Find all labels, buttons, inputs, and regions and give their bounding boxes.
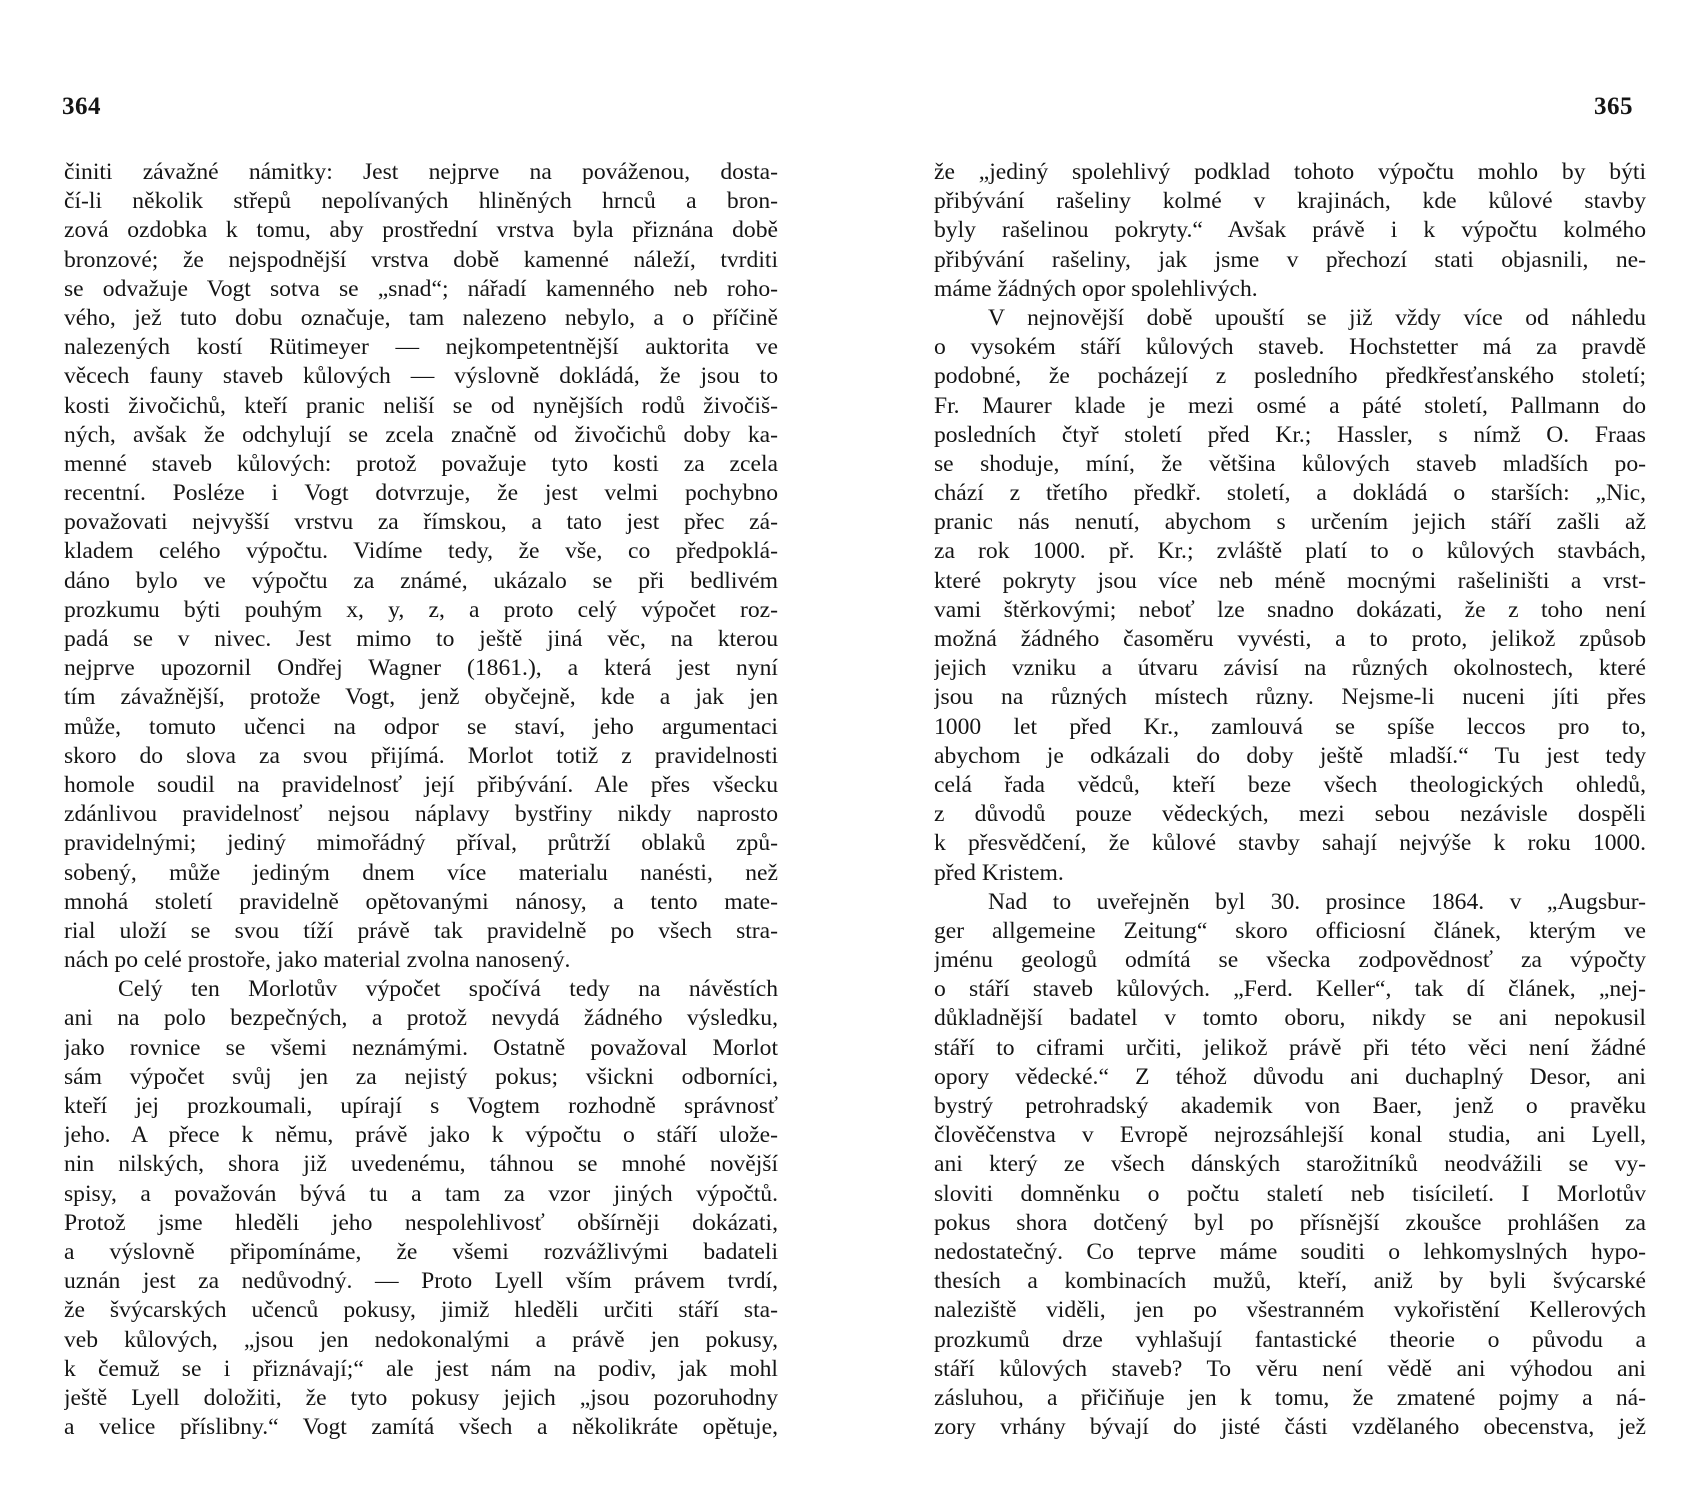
text-line: ných, avšak že odchylují se zcela značně od živočichů doby ka-: [64, 421, 778, 448]
text-line: prozkumu býti pouhým x, y, z, a proto celý výpočet roz-: [64, 596, 778, 623]
text-line: podobné, že pocházejí z posledního předkřesťanského století;: [934, 363, 1646, 390]
text-line: padá se v nivec. Jest mimo to ještě jiná věc, na kterou: [64, 626, 778, 652]
text-line: tím závažnější, protože Vogt, jenž obyčejně, kde a jak jen: [64, 684, 778, 711]
right-page: [842, 0, 1684, 1500]
text-line: Nad to uveřejněn byl 30. prosince 1864. v „Augsbur-: [988, 888, 1646, 915]
text-line: ještě Lyell doložiti, že tyto pokusy jejich „jsou pozoruhodny: [64, 1384, 778, 1411]
text-line: homole soudil na pravidelnosť její přibývání. Ale přes všecku: [64, 771, 778, 798]
text-line: skoro do slova za svou přijímá. Morlot totiž z pravidelnosti: [64, 742, 778, 769]
text-line: prozkumů drze vyhlašují fantastické theorie o původu a: [934, 1326, 1646, 1353]
text-line: spisy, a považován bývá tu a tam za vzor jiných výpočtů.: [64, 1180, 778, 1207]
text-line: sám výpočet svůj jen za nejistý pokus; všickni odborníci,: [64, 1063, 778, 1090]
text-line: člověčenstva v Evropě nejrozsáhlejší konal studia, ani Lyell,: [934, 1122, 1646, 1149]
text-line: jménu geologů odmítá se všecka zodpovědnosť za výpočty: [934, 947, 1646, 974]
text-line: kosti živočichů, kteří pranic neliší se od nynějších rodů živočiš-: [64, 392, 778, 419]
text-line: čí-li několik střepů nepolívaných hliněných hrnců a bron-: [64, 188, 778, 215]
text-line: o stáří staveb kůlových. „Ferd. Keller“, tak dí článek, „nej-: [934, 976, 1646, 1003]
text-line: Fr. Maurer klade je mezi osmé a páté století, Pallmann do: [934, 392, 1646, 419]
page-number-left: 364: [62, 93, 101, 120]
text-line: naleziště viděli, jen po všestranném vykořistění Kellerových: [934, 1297, 1646, 1324]
text-line: V nejnovější době upouští se již vždy více od náhledu: [988, 304, 1646, 331]
text-line: zásluhou, a přičiňuje jen k tomu, že zmatené pojmy a ná-: [934, 1384, 1646, 1411]
text-line: nin nilských, shora již uvedenému, táhnou se mnohé novější: [64, 1151, 778, 1178]
text-line: ani na polo bezpečných, a protož nevydá žádného výsledku,: [64, 1005, 778, 1032]
text-line: pravidelnými; jediný mimořádný příval, průtrží oblaků způ-: [64, 830, 778, 857]
text-line: pranic nás nenutí, abychom s určením jejich stáří zašli až: [934, 509, 1646, 536]
text-line: nalezených kostí Rütimeyer — nejkompetentnější auktorita ve: [64, 334, 778, 361]
text-line: posledních čtyř století před Kr.; Hassler, s nímž O. Fraas: [934, 421, 1646, 448]
text-line: věcech fauny staveb kůlových — výslovně dokládá, že jsou to: [64, 363, 778, 390]
text-line: sloviti domněnku o počtu staletí neb tisíciletí. I Morlotův: [934, 1180, 1646, 1207]
text-line: 1000 let před Kr., zamlouvá se spíše leccos pro to,: [934, 713, 1646, 740]
text-line: abychom je odkázali do doby ještě mladší.“ Tu jest tedy: [934, 742, 1646, 769]
text-line: uznán jest za nedůvodný. — Proto Lyell vším právem tvrdí,: [64, 1268, 778, 1295]
text-line: možná žádného časoměru vyvésti, a to proto, jelikož způsob: [934, 626, 1646, 652]
text-line: pokus shora dotčený byl po přísnější zkoušce prohlášen za: [934, 1209, 1646, 1236]
text-line: chází z třetího předkř. století, a dokládá o starších: „Nic,: [934, 480, 1646, 507]
text-line: ani který ze všech dánských starožitníků neodvážili se vy-: [934, 1151, 1646, 1178]
text-line: nedostatečný. Co teprve máme souditi o lehkomyslných hypo-: [934, 1238, 1646, 1265]
text-line: recentní. Posléze i Vogt dotvrzuje, že jest velmi pochybno: [64, 480, 778, 507]
text-line: máme žádných opor spolehlivých.: [934, 275, 1258, 302]
text-line: jsou na různých místech různy. Nejsme-li nuceni jíti přes: [934, 684, 1646, 711]
text-line: bystrý petrohradský akademik von Baer, jenž o pravěku: [934, 1093, 1646, 1119]
text-line: o vysokém stáří kůlových staveb. Hochstetter má za pravdě: [934, 334, 1646, 361]
text-line: veb kůlových, „jsou jen nedokonalými a právě jen pokusy,: [64, 1326, 778, 1353]
text-line: a velice příslibny.“ Vogt zamítá všech a několikráte opětuje,: [64, 1414, 778, 1441]
text-line: dáno bylo ve výpočtu za známé, ukázalo se při bedlivém: [64, 567, 778, 594]
text-line: byly rašelinou pokryty.“ Avšak právě i k výpočtu kolmého: [934, 217, 1646, 244]
page-number-right: 365: [1594, 93, 1633, 120]
text-line: zová ozdobka k tomu, aby prostřední vrstva byla přiznána době: [64, 217, 778, 244]
text-line: bronzové; že nejspodnější vrstva době kamenné náleží, tvrditi: [64, 246, 778, 273]
text-line: sobený, může jediným dnem více materialu nanésti, než: [64, 859, 778, 886]
text-line: které pokryty jsou více neb méně mocnými rašeliništi a vrst-: [934, 567, 1646, 594]
text-line: jejich vzniku a útvaru závisí na různých okolnostech, které: [934, 655, 1646, 682]
text-line: nách po celé prostoře, jako material zvolna nanosený.: [64, 947, 571, 974]
text-line: rial uloží se svou tíží právě tak pravidelně po všech stra-: [64, 917, 778, 944]
text-line: že švýcarských učenců pokusy, jimiž hleděli určiti stáří sta-: [64, 1297, 778, 1324]
text-line: z důvodů pouze vědeckých, mezi sebou nezávisle dospěli: [934, 801, 1646, 828]
text-line: kladem celého výpočtu. Vidíme tedy, že vše, co předpoklá-: [64, 538, 778, 565]
text-line: vami štěrkovými; neboť lze snadno dokázati, že z toho není: [934, 596, 1646, 623]
text-line: jako rovnice se všemi neznámými. Ostatně považoval Morlot: [64, 1034, 778, 1061]
text-line: celá řada vědců, kteří beze všech theologických ohledů,: [934, 771, 1646, 798]
text-line: činiti závažné námitky: Jest nejprve na pováženou, dosta-: [64, 159, 778, 185]
text-line: Protož jsme hleděli jeho nespolehlivosť obšírněji dokázati,: [64, 1209, 778, 1236]
text-line: k čemuž se i přiznávají;“ ale jest nám na podiv, jak mohl: [64, 1355, 778, 1382]
text-line: kteří jej prozkoumali, upírají s Vogtem rozhodně správnosť: [64, 1093, 778, 1119]
text-line: zory vrhány bývají do jisté části vzdělaného obecenstva, jež: [934, 1414, 1646, 1441]
text-line: stáří to ciframi určiti, jelikož právě při této věci není žádné: [934, 1034, 1646, 1061]
text-line: nejprve upozornil Ondřej Wagner (1861.), a která jest nyní: [64, 655, 778, 682]
text-line: důkladnější badatel v tomto oboru, nikdy se ani nepokusil: [934, 1005, 1646, 1032]
text-line: může, tomuto učenci na odpor se staví, jeho argumentaci: [64, 713, 778, 740]
right-page-text: [934, 158, 1646, 1442]
left-page-text: [64, 158, 778, 1442]
text-line: menné staveb kůlových: protož považuje tyto kosti za zcela: [64, 450, 778, 477]
text-line: stáří kůlových staveb? To věru není vědě ani výhodou ani: [934, 1355, 1646, 1382]
text-line: za rok 1000. př. Kr.; zvláště platí to o kůlových stavbách,: [934, 538, 1646, 565]
text-line: považovati nejvyšší vrstvu za římskou, a tato jest přec zá-: [64, 509, 778, 536]
text-line: jeho. A přece k němu, právě jako k výpočtu o stáří ulože-: [64, 1122, 778, 1149]
text-line: thesích a kombinacích mužů, kteří, aniž by byli švýcarské: [934, 1268, 1646, 1295]
text-line: přibývání rašeliny, jak jsme v přechozí stati objasnili, ne-: [934, 246, 1646, 273]
text-line: a výslovně připomínáme, že všemi rozvážlivými badateli: [64, 1238, 778, 1265]
text-line: vého, jež tuto dobu označuje, tam nalezeno nebylo, a o příčině: [64, 304, 778, 331]
text-line: zdánlivou pravidelnosť nejsou náplavy bystřiny nikdy naprosto: [64, 801, 778, 828]
text-line: ger allgemeine Zeitung“ skoro officiosní článek, kterým ve: [934, 917, 1646, 944]
text-line: že „jediný spolehlivý podklad tohoto výpočtu mohlo by býti: [934, 159, 1646, 185]
text-line: mnohá století pravidelně opětovanými nánosy, a tento mate-: [64, 888, 778, 915]
text-line: před Kristem.: [934, 859, 1064, 886]
text-line: Celý ten Morlotův výpočet spočívá tedy na návěstích: [118, 976, 778, 1003]
text-line: k přesvědčení, že kůlové stavby sahají nejvýše k roku 1000.: [934, 830, 1646, 857]
text-line: se shoduje, míní, že většina kůlových staveb mladších po-: [934, 450, 1646, 477]
text-line: opory vědecké.“ Z téhož důvodu ani duchaplný Desor, ani: [934, 1063, 1646, 1090]
text-line: přibývání rašeliny kolmé v krajinách, kde kůlové stavby: [934, 188, 1646, 215]
text-line: se odvažuje Vogt sotva se „snad“; nářadí kamenného neb roho-: [64, 275, 778, 302]
